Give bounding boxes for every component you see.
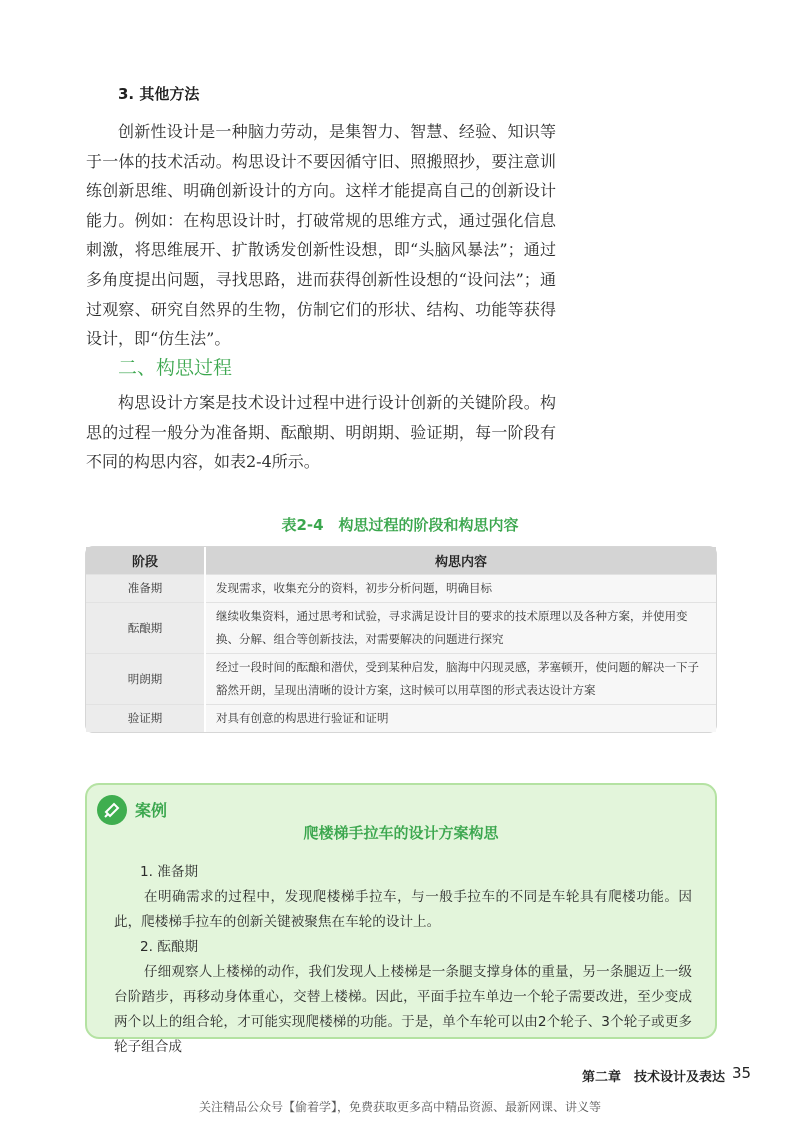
case-step-title: 1. 准备期: [140, 864, 199, 880]
subsection-title: 3. 其他方法: [118, 85, 200, 103]
header-content: 构思内容: [205, 547, 716, 575]
stage-cell: 酝酿期: [86, 603, 205, 654]
paragraph-design-process: [86, 388, 556, 477]
case-step-title: 2. 酝酿期: [140, 939, 199, 955]
section-title: 二、构思过程: [118, 357, 233, 379]
case-body: [114, 860, 692, 1060]
promo-text: 关注精品公众号【偷着学】，免费获取更多高中精品资源、最新网课、讲义等: [198, 1100, 601, 1114]
content-cell: 发现需求，收集充分的资料，初步分析问题，明确目标: [205, 575, 716, 603]
paragraph-creative-methods: [86, 117, 556, 354]
content-cell: 继续收集资料，通过思考和试验，寻求满足设计目的要求的技术原理以及各种方案，并使用变换、分解、组合等创新技法，对需要解决的问题进行探究: [205, 603, 716, 654]
case-step-text: 在明确需求的过程中，发现爬楼梯手拉车，与一般手拉车的不同是车轮具有爬楼功能。因此，爬楼梯手拉车的创新关键被聚焦在车轮的设计上。: [114, 889, 692, 930]
table-row: [86, 603, 716, 654]
table-row: [86, 654, 716, 705]
case-title: 爬楼梯手拉车的设计方案构思: [303, 824, 499, 842]
content-cell: 经过一段时间的酝酿和潜伏，受到某种启发，脑海中闪现灵感，茅塞顿开，使问题的解决一下子豁然开朗，呈现出清晰的设计方案，这时候可以用草图的形式表达设计方案: [205, 654, 716, 705]
chapter-label: 第二章 技术设计及表达: [582, 1070, 726, 1085]
stage-cell: 准备期: [86, 575, 205, 603]
case-icon: [97, 795, 127, 825]
content-cell: 对具有创意的构思进行验证和证明: [205, 705, 716, 733]
table-header-row: [86, 547, 716, 575]
case-step-text: 仔细观察人上楼梯的动作，我们发现人上楼梯是一条腿支撑身体的重量，另一条腿迈上一级台阶踏步，再移动身体重心，交替上楼梯。因此，平面手拉车单边一个轮子需要改进，至少变成两个以上的组合轮，才可能实现爬楼梯的功能。于是，单个车轮可以由2个轮子、3个轮子或更多轮子组合成: [114, 964, 692, 1055]
case-box: [85, 783, 717, 1055]
stage-cell: 验证期: [86, 705, 205, 733]
page-number: 35: [732, 1064, 752, 1082]
paragraph-text: 创新性设计是一种脑力劳动，是集智力、智慧、经验、知识等于一体的技术活动。构思设计不要因循守旧、照搬照抄，要注意训练创新思维、明确创新设计的方向。这样才能提高自己的创新设计能力。例如：在构思设计时，打破常规的思维方式，通过强化信息刺激，将思维展开、扩散诱发创新性设想，即“头脑风暴法”；通过多角度提出问题，寻找思路，进而获得创新性设想的“设问法”；通过观察、研究自然界的生物，仿制它们的形状、结构、功能等获得设计，即“仿生法”。: [86, 122, 556, 349]
stage-cell: 明朗期: [86, 654, 205, 705]
paragraph-text: 构思设计方案是技术设计过程中进行设计创新的关键阶段。构思的过程一般分为准备期、酝酿期、明朗期、验证期，每一阶段有不同的构思内容，如表2-4所示。: [86, 393, 556, 472]
table-row: [86, 705, 716, 733]
case-label: 案例: [135, 801, 168, 820]
stages-table: [85, 546, 717, 733]
table-row: [86, 575, 716, 603]
header-stage: 阶段: [86, 547, 205, 575]
table-caption: 表2-4 构思过程的阶段和构思内容: [281, 516, 519, 534]
